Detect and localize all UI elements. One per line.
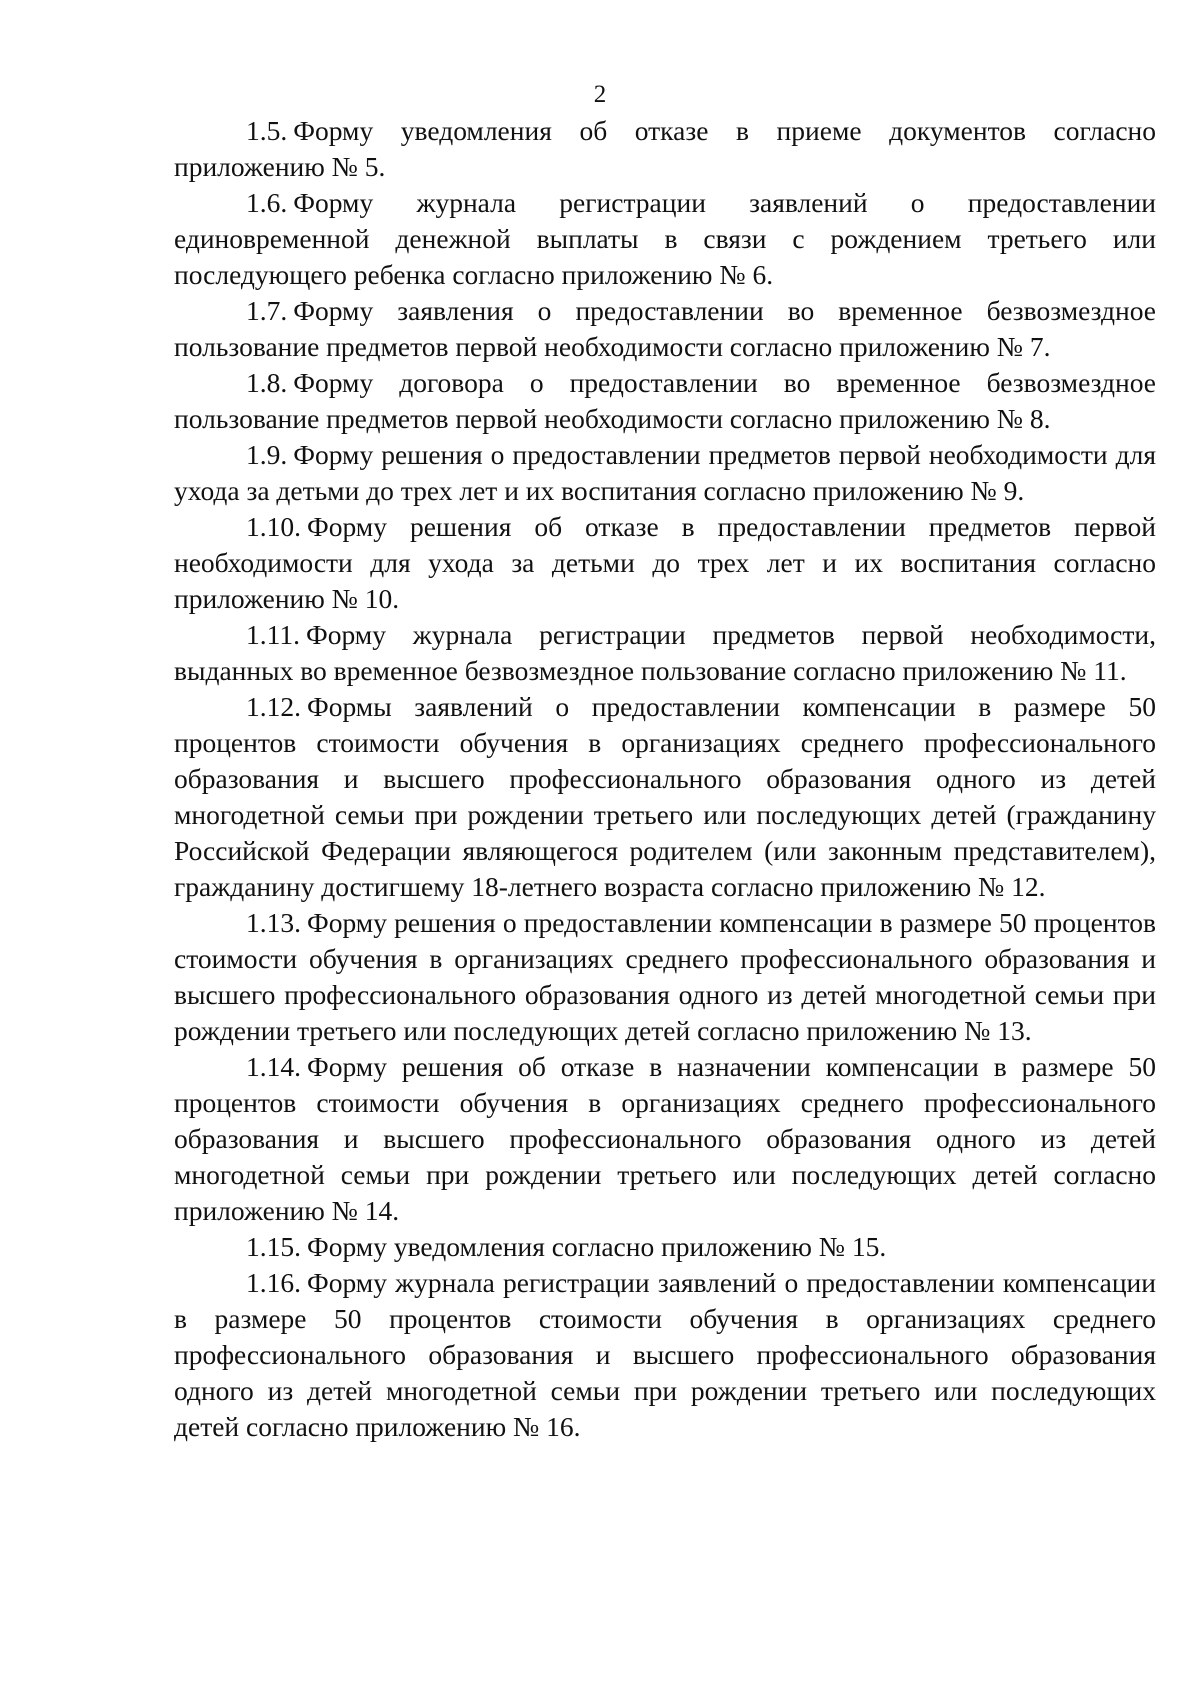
paragraph-1-11 xyxy=(174,617,1156,689)
paragraph-number: 1.6. xyxy=(246,187,288,218)
paragraph-1-6 xyxy=(174,185,1156,293)
paragraph-number: 1.8. xyxy=(246,367,288,398)
paragraph-number: 1.16. xyxy=(246,1267,301,1298)
paragraph-text: Формы заявлений о предоставлении компенсации в размере 50 процентов стоимости обучения в организациях среднего профессионального образования и высшего профессионального образования одного из детей многодетной семьи при рождении третьего или последующих детей (гражданину Российской Федерации являющегося родителем (или законным представителем), гражданину достигшему 18-летнего возраста согласно приложению № 12. xyxy=(174,691,1156,902)
paragraph-1-9 xyxy=(174,437,1156,509)
paragraph-1-7 xyxy=(174,293,1156,365)
paragraph-text: Форму решения о предоставлении предметов первой необходимости для ухода за детьми до трех лет и их воспитания согласно приложению № 9. xyxy=(174,439,1156,506)
paragraph-number: 1.5. xyxy=(246,115,288,146)
paragraph-1-14 xyxy=(174,1049,1156,1229)
paragraph-1-8 xyxy=(174,365,1156,437)
paragraph-number: 1.14. xyxy=(246,1051,301,1082)
paragraph-1-5 xyxy=(174,113,1156,185)
paragraph-number: 1.9. xyxy=(246,439,288,470)
paragraph-1-16 xyxy=(174,1265,1156,1445)
paragraph-text: Форму договора о предоставлении во временное безвозмездное пользование предметов первой необходимости согласно приложению № 8. xyxy=(174,367,1156,434)
paragraph-number: 1.12. xyxy=(246,691,301,722)
paragraph-number: 1.11. xyxy=(246,619,300,650)
paragraph-text: Форму журнала регистрации заявлений о предоставлении компенсации в размере 50 процентов стоимости обучения в организациях среднего профессионального образования и высшего профессионального образования одного из детей многодетной семьи при рождении третьего или последующих детей согласно приложению № 16. xyxy=(174,1267,1156,1442)
paragraph-number: 1.15. xyxy=(246,1231,301,1262)
paragraph-text: Форму уведомления согласно приложению № 15. xyxy=(307,1231,887,1262)
paragraph-1-13 xyxy=(174,905,1156,1049)
document-body xyxy=(174,113,1156,1445)
paragraph-1-15 xyxy=(174,1229,1156,1265)
paragraph-number: 1.10. xyxy=(246,511,301,542)
paragraph-text: Форму уведомления об отказе в приеме документов согласно приложению № 5. xyxy=(174,115,1156,182)
paragraph-text: Форму журнала регистрации заявлений о предоставлении единовременной денежной выплаты в связи с рождением третьего или последующего ребенка согласно приложению № 6. xyxy=(174,187,1156,290)
paragraph-number: 1.7. xyxy=(246,295,288,326)
paragraph-text: Форму решения о предоставлении компенсации в размере 50 процентов стоимости обучения в организациях среднего профессионального образования и высшего профессионального образования одного из детей многодетной семьи при рождении третьего или последующих детей согласно приложению № 13. xyxy=(174,907,1156,1046)
paragraph-number: 1.13. xyxy=(246,907,301,938)
paragraph-1-10 xyxy=(174,509,1156,617)
paragraph-text: Форму решения об отказе в предоставлении предметов первой необходимости для ухода за детьми до трех лет и их воспитания согласно приложению № 10. xyxy=(174,511,1156,614)
paragraph-1-12 xyxy=(174,689,1156,905)
page-number: 2 xyxy=(593,81,607,108)
paragraph-text: Форму заявления о предоставлении во временное безвозмездное пользование предметов первой необходимости согласно приложению № 7. xyxy=(174,295,1156,362)
paragraph-text: Форму решения об отказе в назначении компенсации в размере 50 процентов стоимости обучения в организациях среднего профессионального образования и высшего профессионального образования одного из детей многодетной семьи при рождении третьего или последующих детей согласно приложению № 14. xyxy=(174,1051,1156,1226)
paragraph-text: Форму журнала регистрации предметов первой необходимости, выданных во временное безвозмездное пользование согласно приложению № 11. xyxy=(174,619,1156,686)
